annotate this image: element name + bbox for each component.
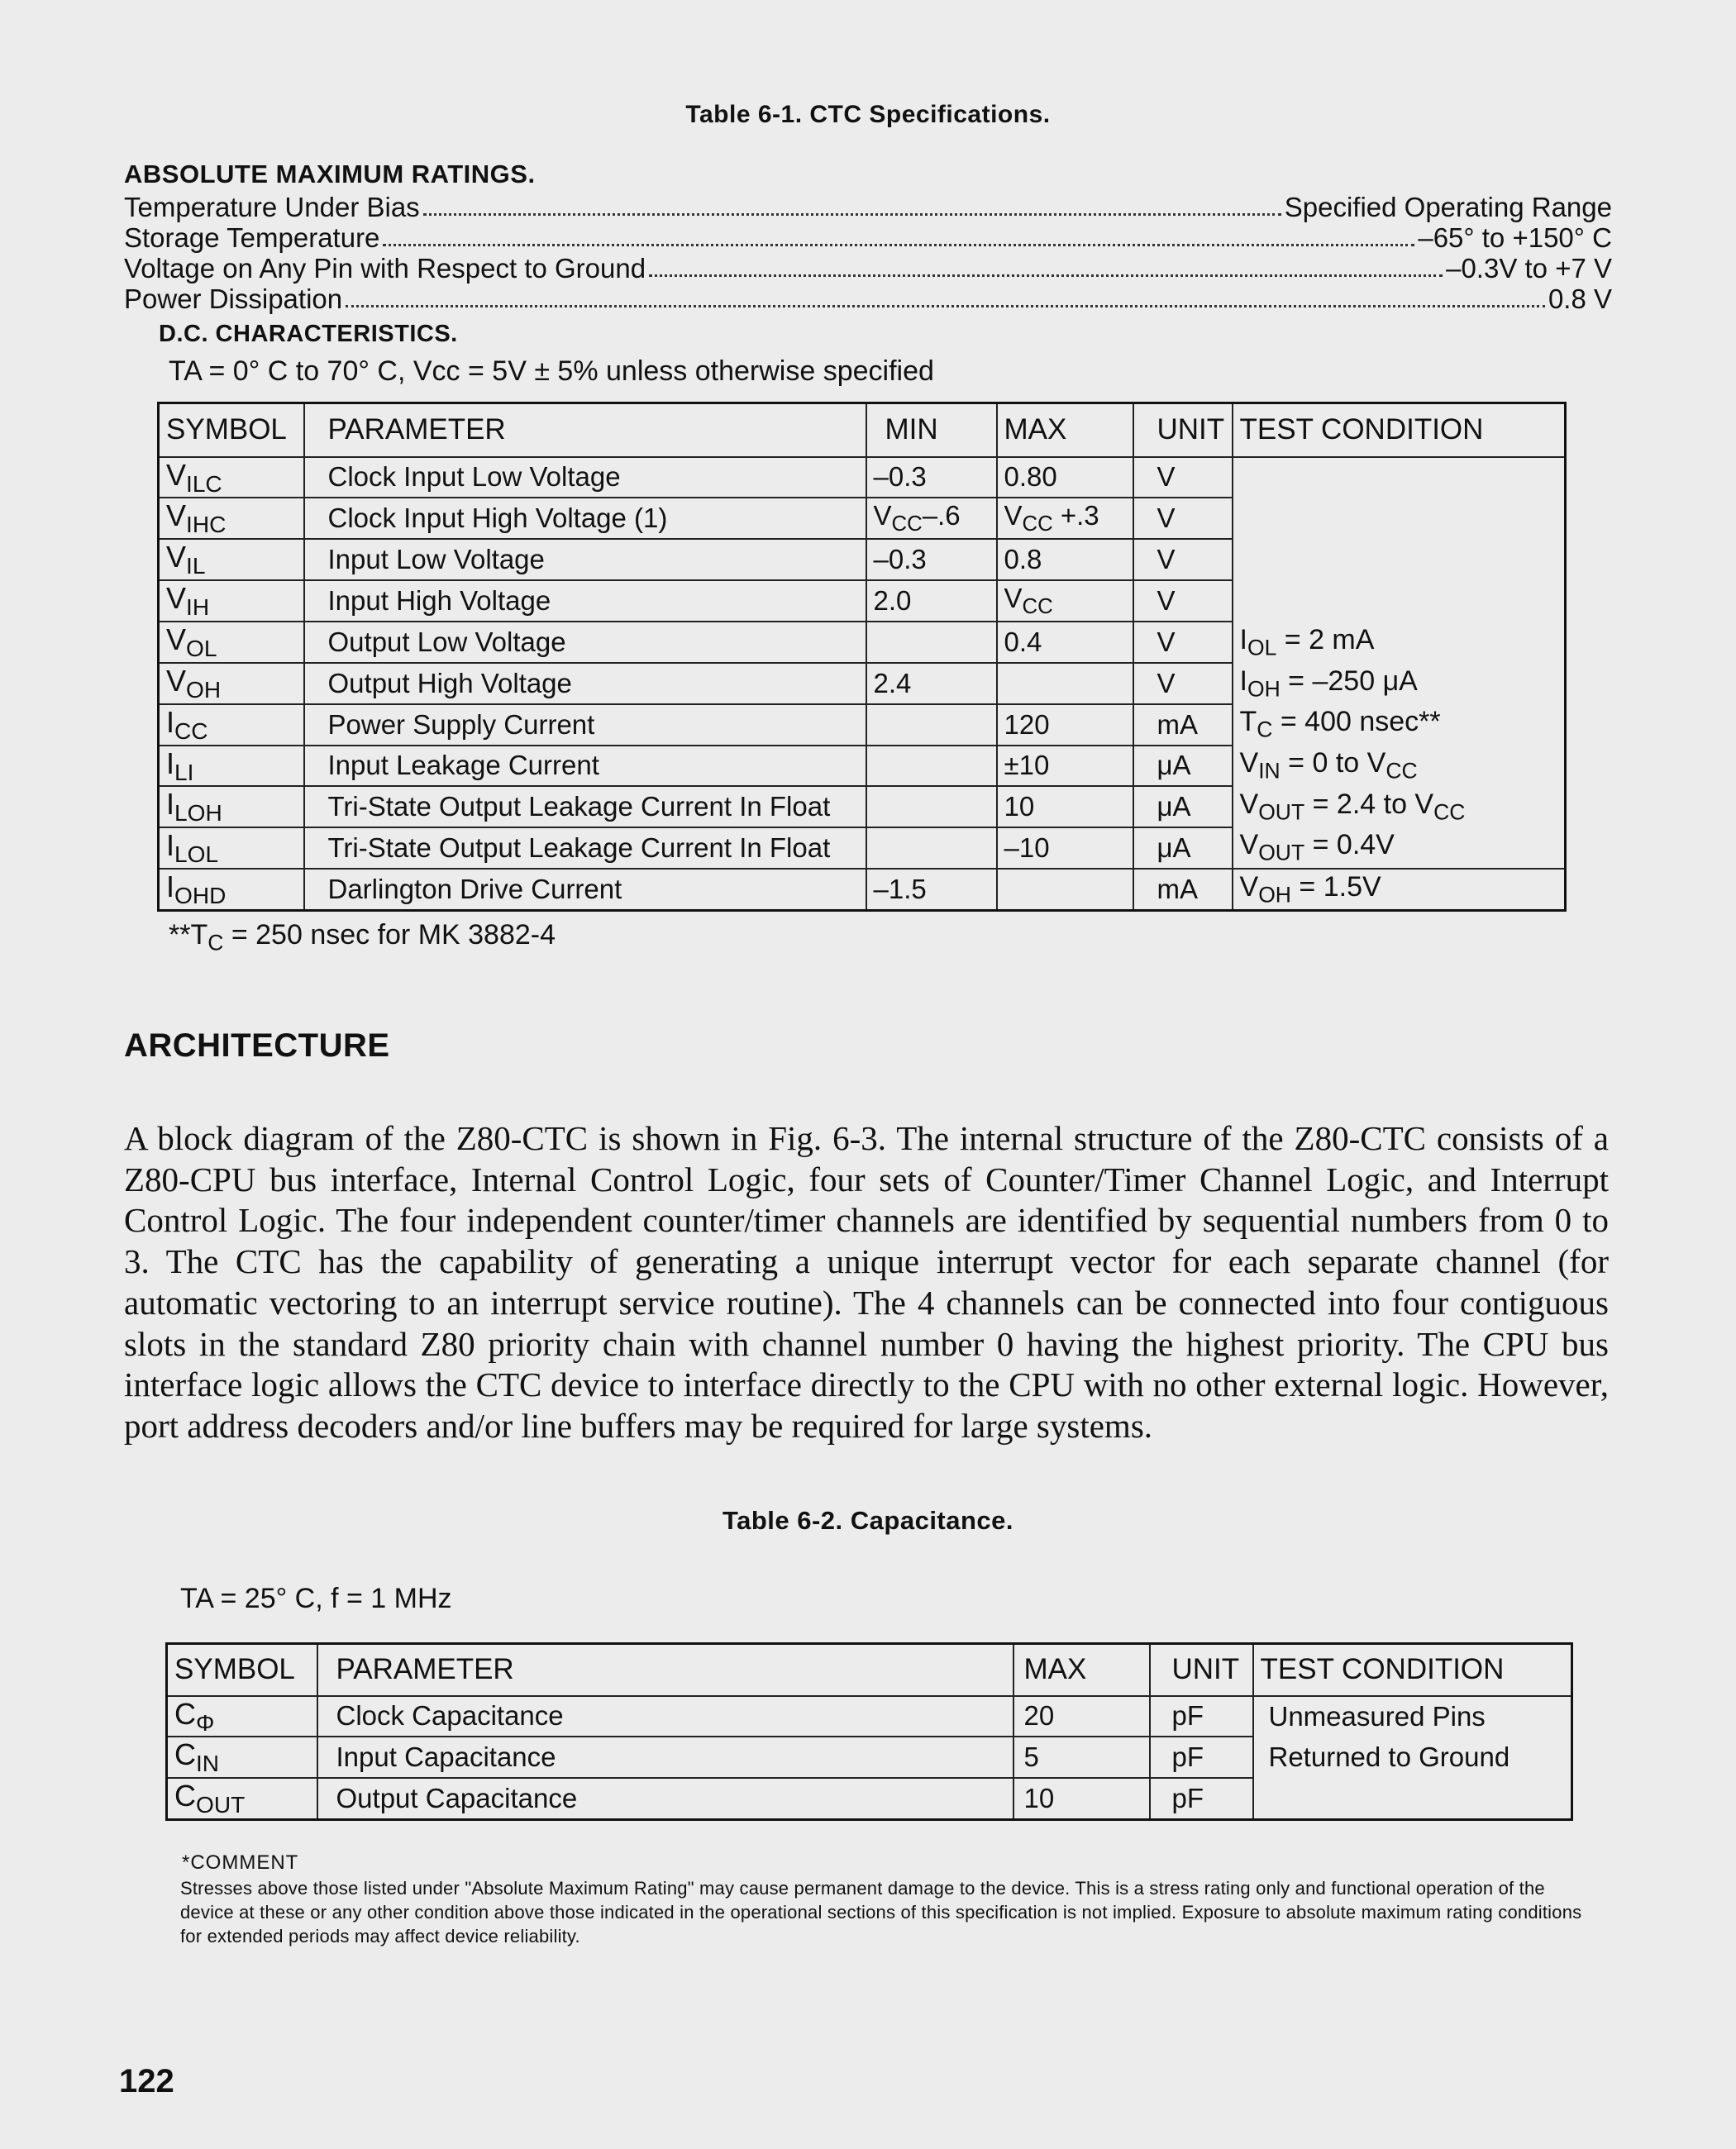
col-header-parameter: PARAMETER (304, 403, 866, 457)
unit-cell: V (1133, 622, 1233, 663)
symbol-cell: $I_{LOH}$ (159, 786, 304, 827)
test-condition-cell: $V_{OUT} = 0.4V$ (1233, 827, 1566, 869)
col-header-test-condition: TEST CONDITION (1253, 1644, 1572, 1696)
max-cell: 10 (1013, 1778, 1150, 1819)
symbol-cell: $V_{OL}$ (159, 622, 304, 663)
rating-row (124, 253, 1612, 284)
max-cell: $V_{CC}$ (997, 580, 1133, 622)
test-condition-cell (1233, 539, 1566, 580)
dc-condition: TA = 0° C to 70° C, Vcc = 5V ± 5% unless otherwise specified (169, 355, 934, 387)
leader-dots (649, 274, 1443, 277)
test-condition-cell: $I_{OL} = 2$ mA (1233, 622, 1566, 663)
rating-value: –65° to +150° C (1418, 222, 1612, 253)
symbol-cell: $V_{IHC}$ (159, 498, 304, 539)
table-row (159, 869, 1566, 910)
comment-title: *COMMENT (182, 1851, 299, 1874)
parameter-cell: Input High Voltage (304, 580, 866, 622)
test-condition-cell: Unmeasured Pins (1253, 1696, 1572, 1737)
min-cell: 2.0 (866, 580, 997, 622)
unit-cell: μA (1133, 786, 1233, 827)
table-body (167, 1696, 1572, 1820)
table-row (159, 663, 1566, 704)
test-condition-cell (1233, 457, 1566, 498)
col-header-symbol: SYMBOL (167, 1644, 317, 1696)
symbol-cell: $C_{IN}$ (167, 1737, 317, 1778)
col-header-unit: UNIT (1150, 1644, 1253, 1696)
table-row (167, 1778, 1572, 1819)
capacitance-condition: TA = 25° C, f = 1 MHz (180, 1583, 452, 1614)
table-row (159, 539, 1566, 580)
rating-label: Power Dissipation (124, 284, 343, 314)
unit-cell: pF (1150, 1737, 1253, 1778)
test-condition-cell: $V_{OH} = 1.5V$ (1233, 869, 1566, 910)
unit-cell: μA (1133, 746, 1233, 787)
parameter-cell: Input Leakage Current (304, 746, 866, 787)
max-cell: 120 (997, 704, 1133, 746)
architecture-paragraph: A block diagram of the Z80-CTC is shown in Fig. 6-3. The internal structure of the Z80-CTC consists of a Z80-CPU bus interface, Internal Control Logic, four sets of Counter/Timer Channel Logic, and Interrupt Control Logic. The four independent counter/timer channels are identified by sequential numbers from 0 to 3. The CTC has the capability of generating a unique interrupt vector for each separate channel (for automatic vectoring to an interrupt service routine). The 4 channels can be connected into four contiguous slots in the standard Z80 priority chain with channel number 0 having the highest priority. The CPU bus interface logic allows the CTC device to interface directly to the CPU with no other external logic. However, port address decoders and/or line buffers may be required for large systems. (124, 1119, 1609, 1445)
max-cell: ±10 (997, 746, 1133, 787)
max-cell: 20 (1013, 1696, 1150, 1737)
symbol-cell: $I_{LI}$ (159, 746, 304, 787)
table1-caption: Table 6-1. CTC Specifications. (685, 101, 1051, 128)
col-header-unit: UNIT (1133, 403, 1233, 457)
min-cell (866, 746, 997, 787)
table-row (159, 786, 1566, 827)
min-cell: $V_{CC}-.6$ (866, 498, 997, 539)
parameter-cell: Input Capacitance (317, 1737, 1013, 1778)
page-number: 122 (119, 2063, 174, 2099)
dc-characteristics-table (157, 402, 1567, 912)
parameter-cell: Tri-State Output Leakage Current In Float (304, 786, 866, 827)
parameter-cell: Clock Capacitance (317, 1696, 1013, 1737)
parameter-cell: Tri-State Output Leakage Current In Float (304, 827, 866, 869)
unit-cell: pF (1150, 1696, 1253, 1737)
abs-max-heading: ABSOLUTE MAXIMUM RATINGS. (124, 160, 536, 188)
symbol-cell: $I_{CC}$ (159, 704, 304, 746)
col-header-max: MAX (997, 403, 1133, 457)
col-header-max: MAX (1013, 1644, 1150, 1696)
dc-heading: D.C. CHARACTERISTICS. (159, 321, 458, 347)
min-cell (866, 786, 997, 827)
max-cell: 5 (1013, 1737, 1150, 1778)
unit-cell: μA (1133, 827, 1233, 869)
min-cell (866, 704, 997, 746)
max-cell: $V_{CC} +.3$ (997, 498, 1133, 539)
rating-value: Specified Operating Range (1284, 192, 1612, 222)
table-row (167, 1737, 1572, 1778)
test-condition-cell: $V_{OUT} = 2.4$ to $V_{CC}$ (1233, 786, 1566, 827)
parameter-cell: Input Low Voltage (304, 539, 866, 580)
min-cell: –1.5 (866, 869, 997, 910)
comment-text: Stresses above those listed under "Absolute Maximum Rating" may cause permanent damage to the device. This is a stress rating only and functional operation of the device at these or any other condition above those indicated in the operational sections of this specification is not implied. Exposure to absolute maximum rating conditions for extended periods may affect device reliability. (180, 1878, 1582, 1946)
parameter-cell: Output High Voltage (304, 663, 866, 704)
leader-dots (346, 305, 1545, 307)
rating-row (124, 222, 1612, 254)
unit-cell: mA (1133, 869, 1233, 910)
max-cell: 0.4 (997, 622, 1133, 663)
parameter-cell: Power Supply Current (304, 704, 866, 746)
table-header-row (167, 1644, 1572, 1696)
max-cell: 0.80 (997, 457, 1133, 498)
rating-value: 0.8 V (1548, 284, 1612, 314)
table-row (159, 457, 1566, 498)
unit-cell: V (1133, 457, 1233, 498)
symbol-cell: $V_{IL}$ (159, 539, 304, 580)
col-header-min: MIN (866, 403, 997, 457)
col-header-symbol: SYMBOL (159, 403, 304, 457)
leader-dots (423, 213, 1281, 216)
rating-label: Voltage on Any Pin with Respect to Ground (124, 253, 646, 284)
symbol-cell: $C_\Phi$ (167, 1696, 317, 1737)
table-body (159, 457, 1566, 911)
symbol-cell: $C_{OUT}$ (167, 1778, 317, 1819)
rating-row (124, 192, 1612, 223)
symbol-cell: $V_{IH}$ (159, 580, 304, 622)
rating-label: Temperature Under Bias (124, 192, 420, 222)
test-condition-cell (1233, 580, 1566, 622)
unit-cell: V (1133, 580, 1233, 622)
test-condition-cell (1233, 498, 1566, 539)
unit-cell: V (1133, 663, 1233, 704)
parameter-cell: Output Capacitance (317, 1778, 1013, 1819)
max-cell: 0.8 (997, 539, 1133, 580)
test-condition-cell (1253, 1778, 1572, 1819)
unit-cell: V (1133, 498, 1233, 539)
table-row (167, 1696, 1572, 1737)
min-cell (866, 622, 997, 663)
max-cell (997, 869, 1133, 910)
col-header-test-condition: TEST CONDITION (1233, 403, 1566, 457)
max-cell: 10 (997, 786, 1133, 827)
min-cell: –0.3 (866, 457, 997, 498)
unit-cell: pF (1150, 1778, 1253, 1819)
leader-dots (383, 244, 1414, 246)
col-header-parameter: PARAMETER (317, 1644, 1013, 1696)
symbol-cell: $I_{OHD}$ (159, 869, 304, 910)
symbol-cell: $I_{LOL}$ (159, 827, 304, 869)
table-row (159, 827, 1566, 869)
parameter-cell: Clock Input Low Voltage (304, 457, 866, 498)
rating-label: Storage Temperature (124, 222, 380, 253)
min-cell: –0.3 (866, 539, 997, 580)
rating-row (124, 284, 1612, 315)
max-cell (997, 663, 1133, 704)
table-header-row (159, 403, 1566, 457)
min-cell: 2.4 (866, 663, 997, 704)
min-cell (866, 827, 997, 869)
table-row (159, 746, 1566, 787)
test-condition-cell: Returned to Ground (1253, 1737, 1572, 1778)
test-condition-cell: $V_{IN} = 0$ to $V_{CC}$ (1233, 746, 1566, 787)
test-condition-cell: $T_C = 400$ nsec** (1233, 704, 1566, 746)
capacitance-table (165, 1642, 1573, 1821)
symbol-cell: $V_{ILC}$ (159, 457, 304, 498)
symbol-cell: $V_{OH}$ (159, 663, 304, 704)
table-row (159, 704, 1566, 746)
table-row (159, 580, 1566, 622)
parameter-cell: Darlington Drive Current (304, 869, 866, 910)
rating-value: –0.3V to +7 V (1446, 253, 1612, 284)
table-row (159, 622, 1566, 663)
parameter-cell: Output Low Voltage (304, 622, 866, 663)
parameter-cell: Clock Input High Voltage (1) (304, 498, 866, 539)
unit-cell: mA (1133, 704, 1233, 746)
max-cell: –10 (997, 827, 1133, 869)
table2-caption: Table 6-2. Capacitance. (722, 1506, 1014, 1535)
tc-footnote: $**T_C = 250$ nsec for MK 3882-4 (169, 919, 556, 955)
test-condition-cell: $I_{OH} = -250$ μA (1233, 663, 1566, 704)
table-row (159, 498, 1566, 539)
architecture-heading: ARCHITECTURE (124, 1027, 390, 1064)
unit-cell: V (1133, 539, 1233, 580)
